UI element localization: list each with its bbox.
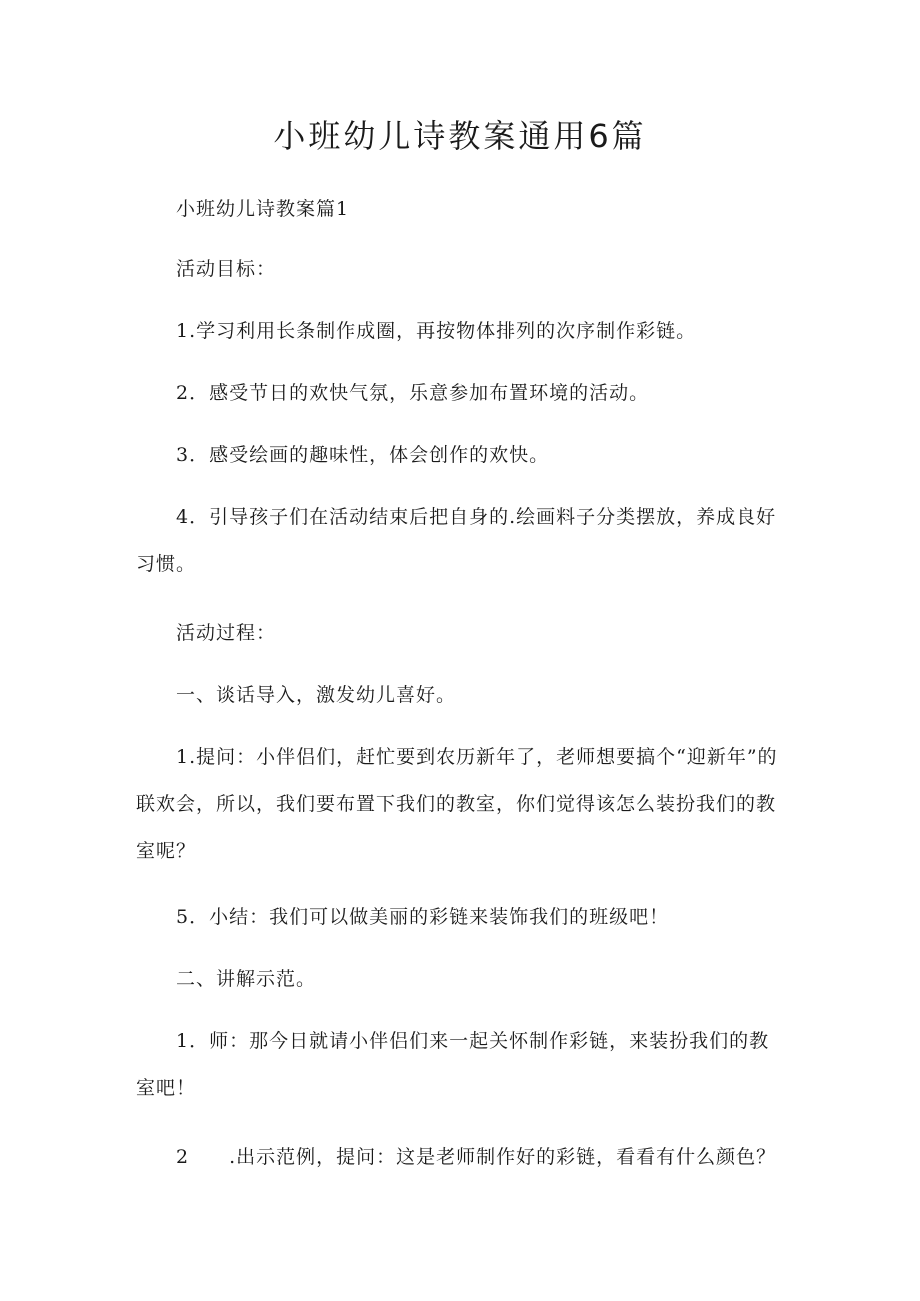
objective-3: 3．感受绘画的趣味性，体会创作的欢快。 <box>176 444 550 466</box>
step-one-heading: 一、谈话导入，激发幼儿喜好。 <box>176 684 457 706</box>
step-two-heading: 二、讲解示范。 <box>176 968 317 990</box>
section-heading-1: 小班幼儿诗教案篇1 <box>176 198 350 220</box>
step-two-teacher: 1．师：那今日就请小伴侣们来一起关怀制作彩链，来装扮我们的教室吧！ <box>136 1030 770 1099</box>
process-heading: 活动过程： <box>176 622 277 644</box>
objective-1: 1.学习利用长条制作成圈，再按物体排列的次序制作彩链。 <box>176 320 697 342</box>
objective-4: 4．引导孩子们在活动结束后把自身的.绘画料子分类摆放，养成良好习惯。 <box>136 506 777 575</box>
document-title: 小班幼儿诗教案通用6篇 <box>273 117 647 155</box>
step-two-example: 2 .出示范例，提问：这是老师制作好的彩链，看看有什么颜色？ <box>176 1146 777 1168</box>
objective-2: 2．感受节日的欢快气氛，乐意参加布置环境的活动。 <box>176 382 650 404</box>
step-one-question: 1.提问：小伴侣们，赶忙要到农历新年了，老师想要搞个“迎新年”的联欢会，所以，我们要布置下我们的教室，你们觉得该怎么装扮我们的教室呢？ <box>136 746 778 862</box>
objectives-heading: 活动目标： <box>176 258 277 280</box>
step-one-summary: 5．小结：我们可以做美丽的彩链来装饰我们的班级吧！ <box>176 906 670 928</box>
